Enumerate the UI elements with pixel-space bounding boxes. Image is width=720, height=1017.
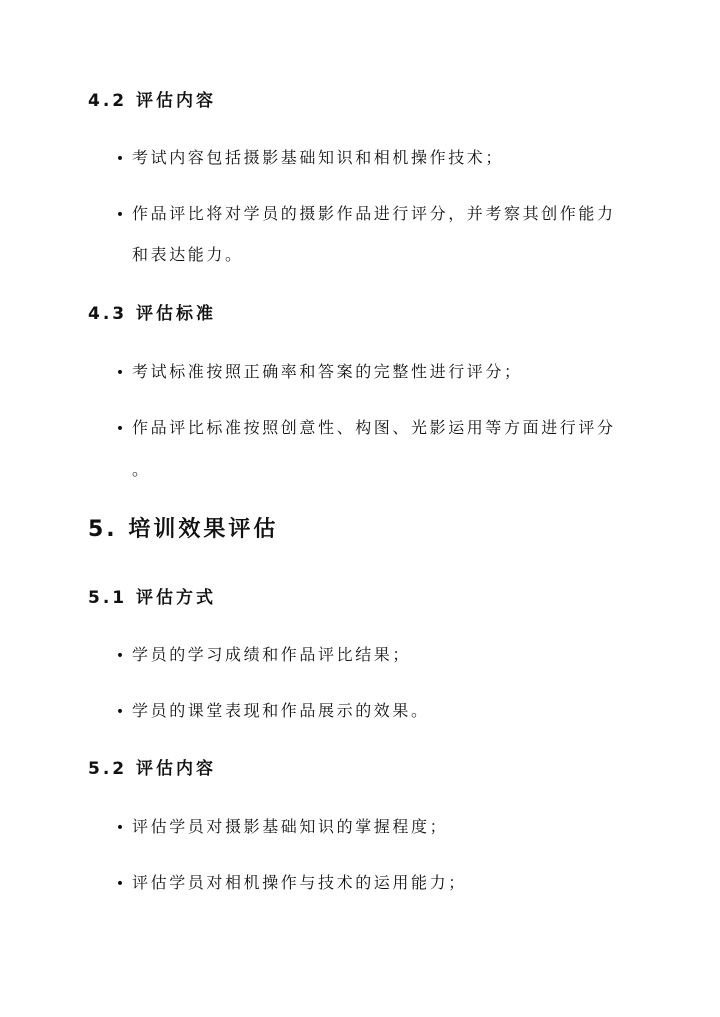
bullet-icon: • [115,648,125,664]
bullet-icon: • [115,876,125,892]
bullet-icon: • [115,365,125,381]
list-item: 考试标准按照正确率和答案的完整性进行评分； [132,362,523,381]
list-item-line-1: 作品评比标准按照创意性、构图、光影运用等方面进行评分 [132,418,616,437]
bullet-icon: • [115,421,125,437]
list-item-line-2: 和表达能力。 [132,245,244,264]
list-item: 评估学员对相机操作与技术的运用能力； [132,873,467,892]
bullet-icon: • [115,704,125,720]
bullet-icon: • [115,820,125,836]
section-heading-4-3: 4.3 评估标准 [88,304,217,324]
bullet-icon: • [115,151,125,167]
list-item-line-1: 作品评比将对学员的摄影作品进行评分，并考察其创作能力 [132,204,616,223]
list-item: 评估学员对摄影基础知识的掌握程度； [132,817,449,836]
section-heading-5-2: 5.2 评估内容 [88,759,217,779]
list-item: 学员的课堂表现和作品展示的效果。 [132,701,430,720]
section-heading-5-1: 5.1 评估方式 [88,588,217,608]
section-heading-4-2: 4.2 评估内容 [88,91,217,111]
list-item-line-2: 。 [132,460,151,479]
list-item: 学员的学习成绩和作品评比结果； [132,645,412,664]
bullet-icon: • [115,207,125,223]
list-item: 考试内容包括摄影基础知识和相机操作技术； [132,148,505,167]
chapter-heading-5: 5. 培训效果评估 [88,517,279,542]
